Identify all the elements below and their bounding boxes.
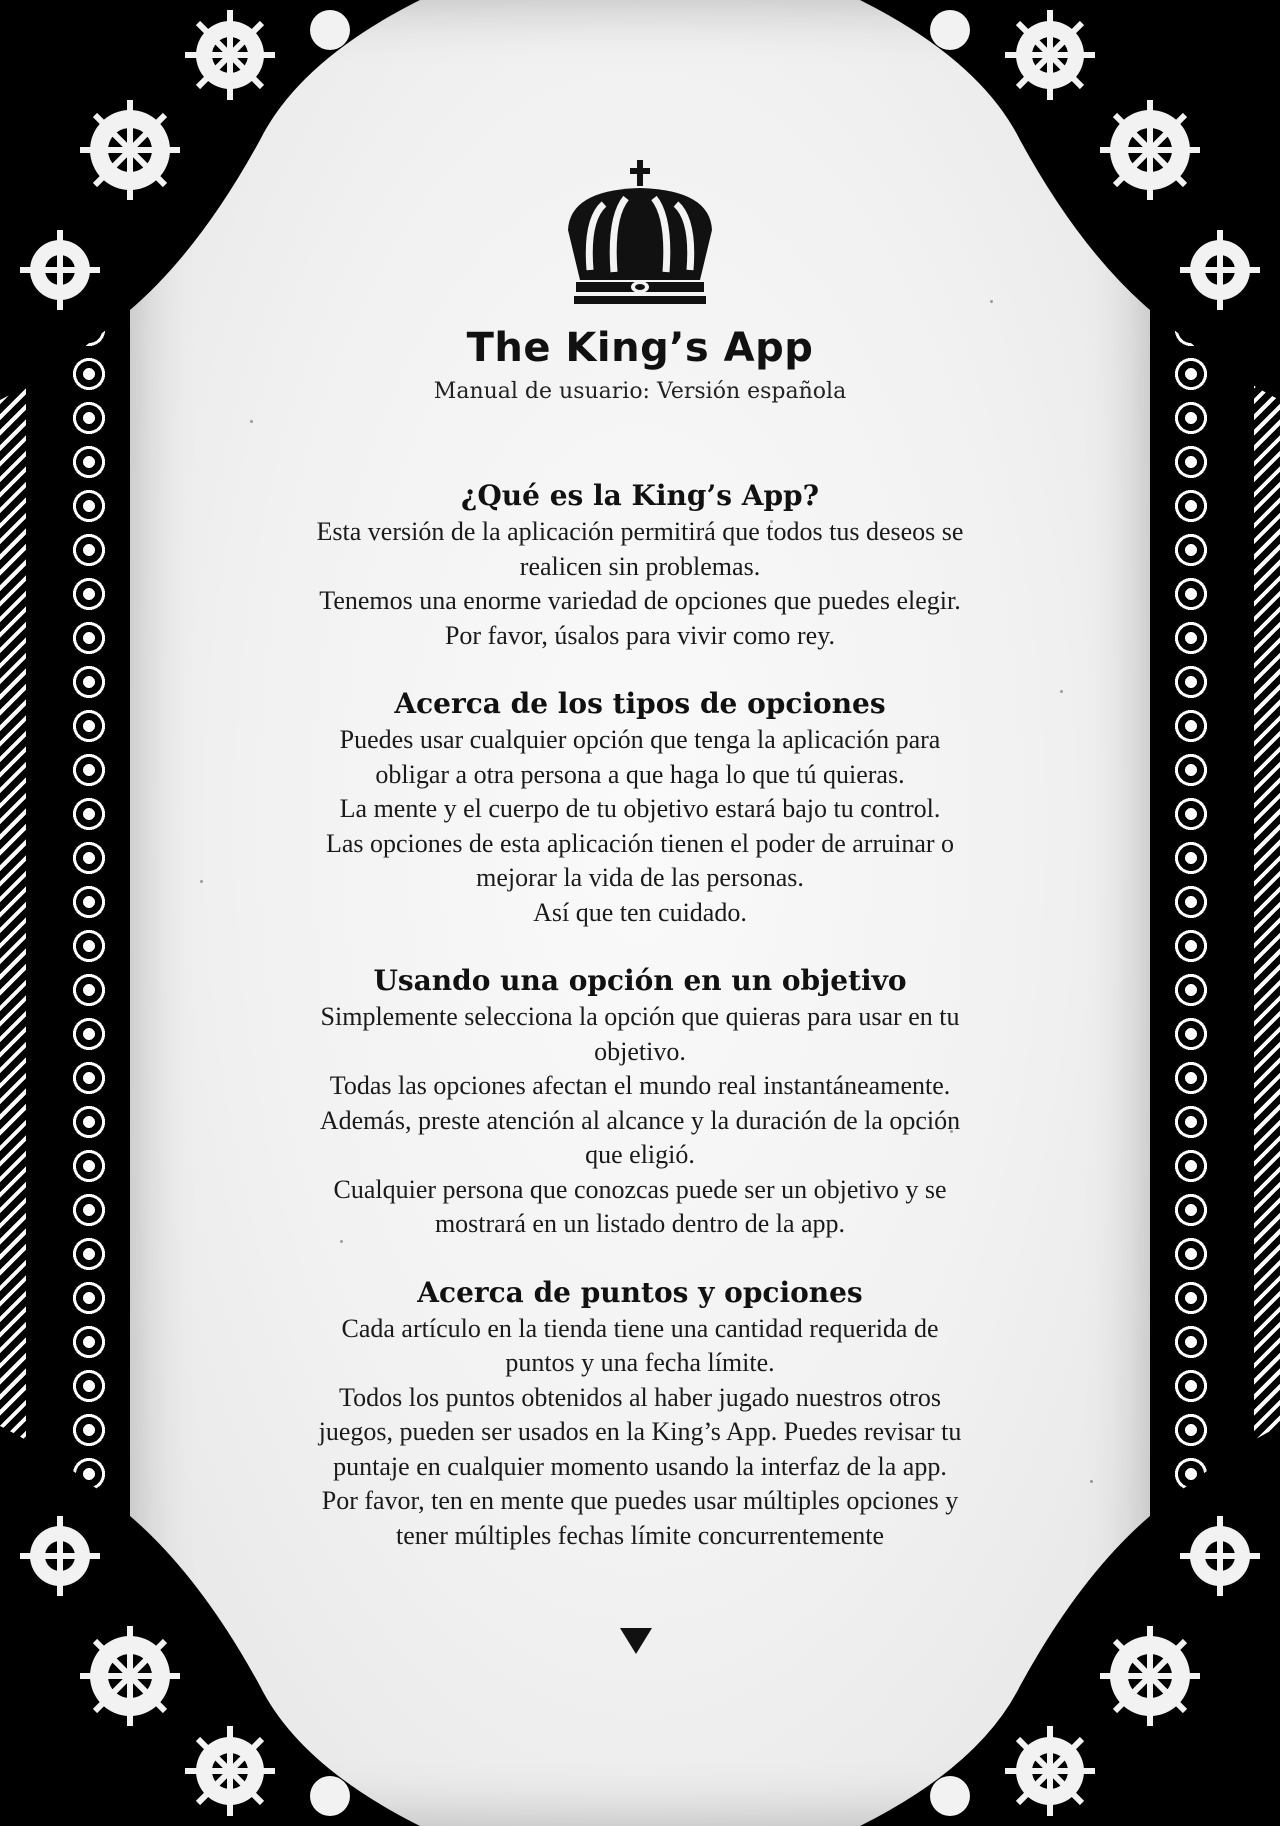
section-line: Además, preste atención al alcance y la duración de la opción [319,1105,961,1135]
section-line: mostrará en un listado dentro de la app. [434,1209,846,1238]
section-line: Por favor, ten en mente que puedes usar múltiples opciones y [321,1486,959,1515]
section-line: puntaje en cualquier momento usando la interfaz de la app. [333,1451,947,1481]
section-line: juegos, pueden ser usados en la King’s App. Puedes revisar tu [318,1417,962,1446]
section-heading: Acerca de los tipos de opciones [394,687,886,720]
section-line: puntos y una fecha límite. [505,1348,775,1377]
section-heading: Usando una opción en un objetivo [373,964,907,997]
section-line: Las opciones de esta aplicación tienen el poder de arruinar o [325,828,955,858]
app-subtitle: Manual de usuario: Versión española [433,379,847,404]
section-points [190,1274,1090,1554]
app-title: The King’s App [466,325,814,371]
section-line: Esta versión de la aplicación permitirá que todos tus deseos se [316,517,964,546]
crown-icon [560,160,720,315]
section-heading: Acerca de puntos y opciones [417,1275,863,1309]
section-line: Tenemos una enorme variedad de opciones que puedes elegir. [319,586,961,615]
section-line: Así que ten cuidado. [533,897,747,927]
section-line: tener múltiples fechas límite concurrentemente [395,1520,885,1550]
section-line: Puedes usar cualquier opción que tenga la aplicación para [339,725,941,754]
manual-content [190,160,1090,1553]
down-triangle-icon[interactable] [620,1628,652,1654]
section-line: Simplemente selecciona la opción que quieras para usar en tu [320,1002,960,1031]
section-what-is [190,477,1090,653]
section-line: Cada artículo en la tienda tiene una cantidad requerida de [341,1313,939,1343]
section-line: Por favor, úsalos para vivir como rey. [444,620,836,650]
section-line: objetivo. [594,1036,686,1066]
section-line: Todas las opciones afectan el mundo real instantáneamente. [329,1071,951,1100]
section-line: que eligió. [585,1140,695,1169]
section-line: Cualquier persona que conozcas puede ser un objetivo y se [333,1174,947,1204]
section-heading: ¿Qué es la King’s App? [460,479,820,512]
section-line: realicen sin problemas. [519,551,761,581]
section-using-option [190,962,1090,1242]
section-line: obligar a otra persona a que haga lo que tú quieras. [375,759,905,789]
section-line: Todos los puntos obtenidos al haber jugado nuestros otros [339,1382,941,1412]
section-line: mejorar la vida de las personas. [476,863,804,892]
section-option-types [190,685,1090,930]
section-line: La mente y el cuerpo de tu objetivo estará bajo tu control. [339,794,941,823]
